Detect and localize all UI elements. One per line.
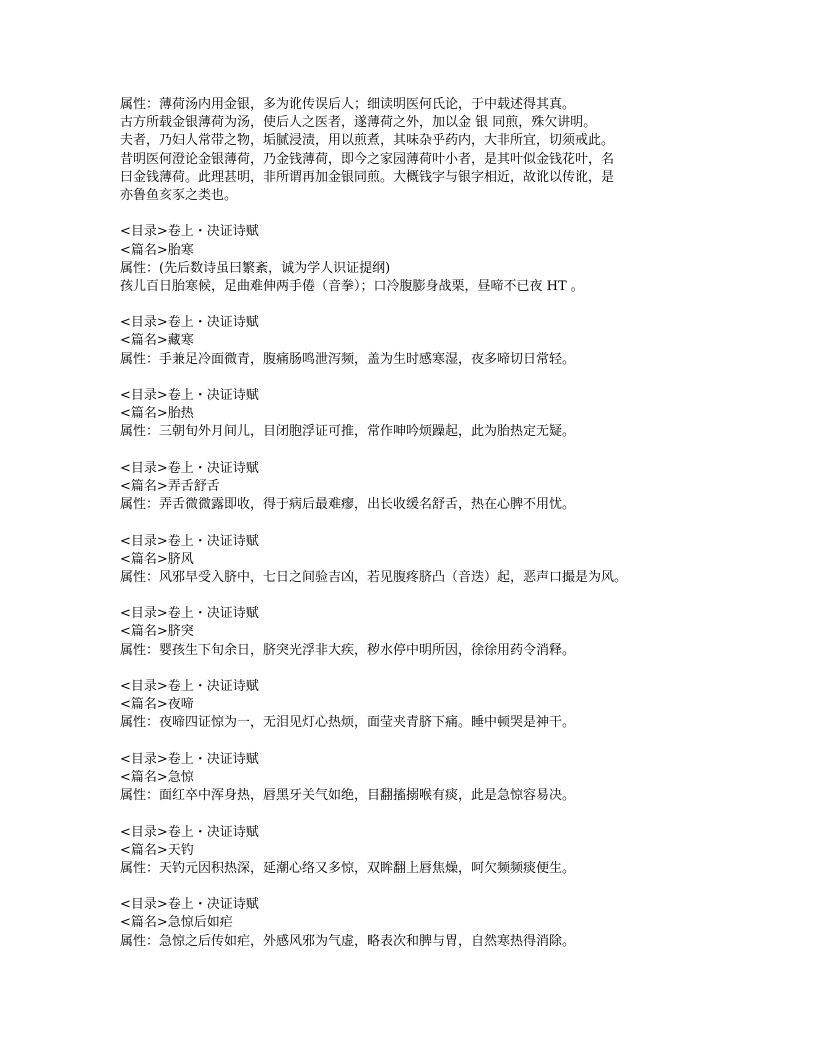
entry-text: 属性：婴孩生下旬余日，脐突光浮非大疾，秽水停中明所因，徐徐用药令消释。 [120, 642, 576, 658]
entry-zanghan [120, 314, 680, 369]
intro-paragraph [120, 96, 680, 205]
entry-catalog: <目录>卷上・决证诗赋 [120, 388, 259, 403]
entry-text: 属性：(先后数诗虽曰繁紊，诚为学人识证提纲) [120, 260, 391, 276]
entry-text: 属性：风邪早受入脐中，七日之间验吉凶，若见腹疼脐凸（音迭）起，恶声口撮是为风。 [120, 569, 628, 585]
entry-title: <篇名>夜啼 [120, 697, 194, 713]
intro-line: 昔明医何澄论金银薄荷，乃金钱薄荷，即今之家园薄荷叶小者，是其叶似金钱花叶，名 [120, 151, 615, 167]
entry-title: <篇名>胎热 [120, 406, 194, 422]
entry-nongshe [120, 460, 680, 515]
entry-taihan [120, 223, 680, 296]
entry-title: <篇名>脐突 [120, 624, 194, 640]
entry-title: <篇名>胎寒 [120, 242, 194, 258]
entry-text: 属性：夜啼四证惊为一，无泪见灯心热烦，面莹夹青脐下痛。睡中顿哭是神干。 [120, 715, 576, 731]
entry-taire [120, 387, 680, 442]
entry-catalog: <目录>卷上・决证诗赋 [120, 533, 259, 549]
entry-title: <篇名>急惊后如疟 [120, 915, 233, 931]
entry-text: 属性：天钓元因积热深，延潮心络又多惊，双眸翻上唇焦燥，呵欠频频痰便生。 [120, 860, 576, 876]
entry-title: <篇名>天钓 [120, 842, 194, 858]
entry-title: <篇名>弄舌舒舌 [120, 478, 220, 494]
entry-qitu [120, 605, 680, 660]
entry-catalog: <目录>卷上・决证诗赋 [120, 460, 259, 476]
entry-catalog: <目录>卷上・决证诗赋 [120, 679, 259, 694]
entry-jijing [120, 751, 680, 806]
entry-text: 孩儿百日胎寒候，足曲难伸两手倦（音拳）；口冷腹膨身战栗，昼啼不已夜 HT 。 [120, 278, 584, 294]
entry-yeti [120, 678, 680, 733]
entry-text: 属性：急惊之后传如疟，外感风邪为气虚，略表次和脾与胃，自然寒热得消除。 [120, 933, 576, 949]
entry-title: <篇名>急惊 [120, 769, 194, 785]
entry-catalog: <目录>卷上・决证诗赋 [120, 824, 259, 840]
entry-text: 属性：弄舌微微露即收，得于病后最难瘳，出长收缓名舒舌，热在心脾不用忧。 [120, 497, 576, 513]
intro-line: 夫者，乃妇人常带之物，垢腻浸渍，用以煎煮，其味杂乎药内，大非所宜，切须戒此。 [120, 133, 615, 149]
document-page [120, 96, 680, 951]
entry-catalog: <目录>卷上・决证诗赋 [120, 897, 259, 913]
entry-title: <篇名>脐风 [120, 551, 194, 567]
entry-catalog: <目录>卷上・决证诗赋 [120, 315, 259, 331]
intro-line: 亦鲁鱼亥豕之类也。 [120, 187, 238, 203]
intro-line: 古方所载金银薄荷为汤，使后人之医者，遂薄荷之外，加以金 银 同煎，殊欠讲明。 [120, 115, 597, 131]
entry-catalog: <目录>卷上・决证诗赋 [120, 224, 259, 240]
entry-catalog: <目录>卷上・决证诗赋 [120, 751, 259, 767]
entry-text: 属性：手兼足冷面微青，腹痛肠鸣泄泻频，盖为生时感寒湿，夜多啼切日常轻。 [120, 351, 576, 367]
entry-text: 属性：三朝旬外月间儿，目闭胞浮证可推，常作呻吟烦躁起，此为胎热定无疑。 [120, 424, 576, 440]
entry-tiandiao [120, 824, 680, 879]
entry-text: 属性：面红卒中浑身热，唇黑牙关气如绝，目翻搐搦喉有痰，此是急惊容易决。 [120, 788, 576, 804]
entry-title: <篇名>藏寒 [120, 333, 194, 349]
entry-qifeng [120, 533, 680, 588]
intro-line: 曰金钱薄荷。此理甚明，非所谓再加金银同煎。大概钱字与银字相近，故讹以传讹，是 [120, 169, 615, 185]
intro-line: 属性：薄荷汤内用金银，多为讹传误后人；细读明医何氏论，于中载述得其真。 [120, 97, 576, 112]
entry-catalog: <目录>卷上・决证诗赋 [120, 606, 259, 622]
entry-jijinghou [120, 896, 680, 951]
